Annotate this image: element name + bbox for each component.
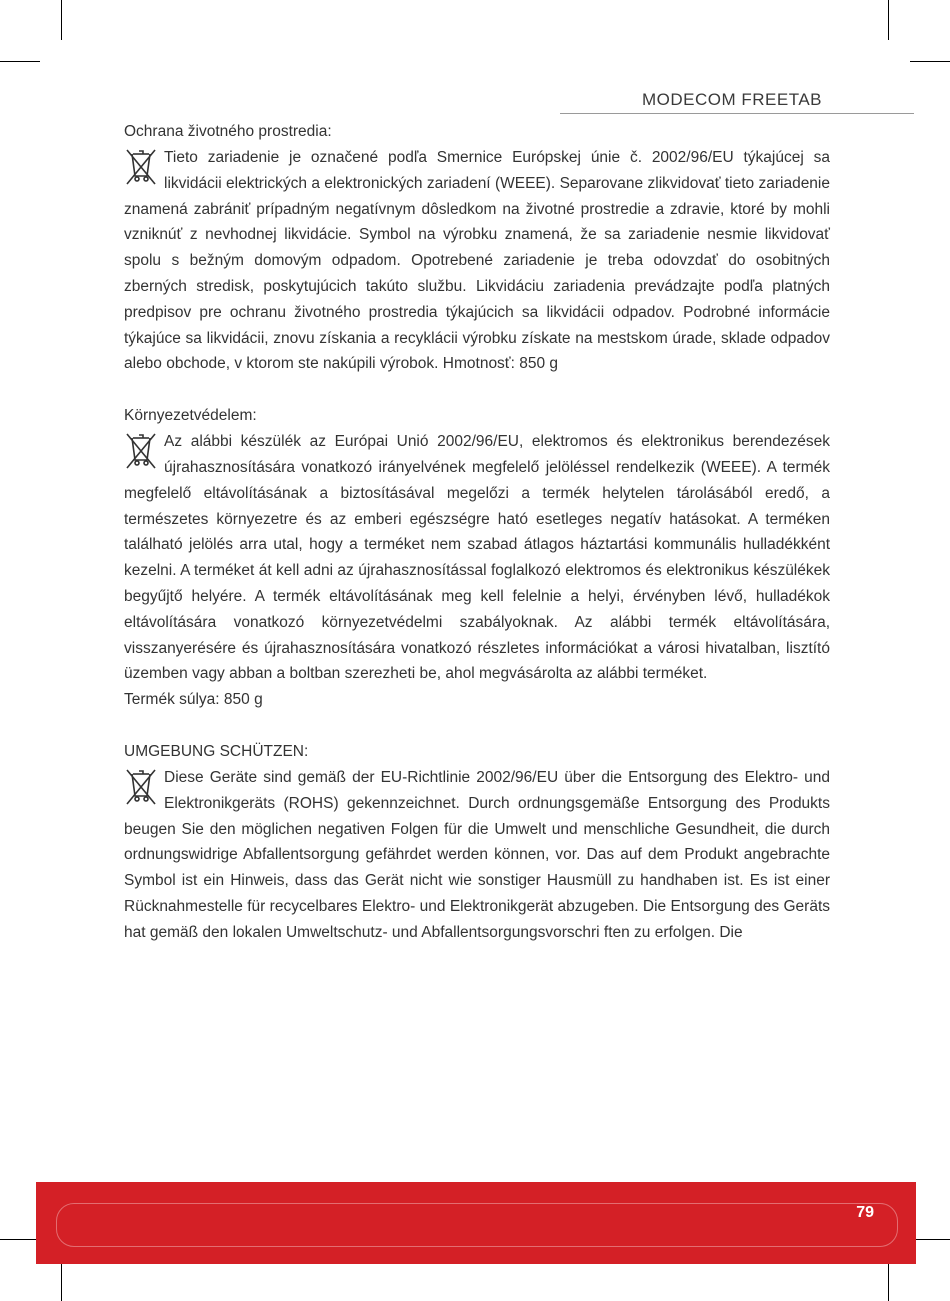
section-body-text: Tieto zariadenie je označené podľa Smernice Európskej únie č. 2002/96/EU týkajúcej sa likvidácii elektrických a elektronických zariadení (WEEE). Separovane zlikvidovať tieto zariadenie znamená zabrániť prípadným negatívnym dôsledkom na životné prostredie a zdravie, ktoré by mohli vzniknúť z nevhodnej likvidácie. Symbol na výrobku znamená, že sa zariadenie nesmie likvidovať spolu s bežným domovým odpadom. Opotrebené zariadenie je treba odovzdať do osobitných zberných stredisk, poskytujúcich takúto službu. Likvidáciu zariadenia prevádzajte podľa platných predpisov pre ochranu životného prostredia týkajúcich sa likvidácii odpadov. Podrobné informácie týkajúce sa likvidácii, znovu získania a recyklácii výrobku získate na mestskom úrade, sklade odpadov alebo obchode, v ktorom ste nakúpili výrobok. Hmotnosť: 850 g — [124, 149, 830, 373]
footer-inner-frame — [56, 1203, 898, 1247]
section-paragraph — [124, 765, 830, 946]
crop-mark-top-left — [61, 0, 62, 40]
crop-mark-top-right-h — [910, 61, 950, 62]
weee-crossed-bin-icon — [124, 432, 158, 474]
weee-crossed-bin-icon — [124, 148, 158, 190]
product-weight: Termék súlya: 850 g — [124, 691, 263, 709]
section-german — [124, 739, 830, 946]
crop-mark-bottom-right — [888, 1262, 889, 1301]
section-paragraph — [124, 145, 830, 377]
crop-mark-top-right — [888, 0, 889, 40]
crop-mark-bottom-right-h — [910, 1239, 950, 1240]
section-body-text: Az alábbi készülék az Európai Unió 2002/96/EU, elektromos és elektronikus berendezések újrahasznosítására vonatkozó irányelvének megfelelő jelöléssel rendelkezik (WEEE). A termék megfelelő eltávolításának a biztosításával megelőzi a termék helytelen tárolásából eredő, a természetes környezetre és az emberi egészségre ható esetleges negatív hatásokat. A terméken található jelölés arra utal, hogy a terméket nem szabad átlagos háztartási kommunális hulladékként kezelni. A terméket át kell adni az újrahasznosítással foglalkozó elektromos és elektronikus készülékek begyűjtő helyére. A termék eltávolításának meg kell felelnie a helyi, érvényben lévő, hulladékok eltávolítására vonatkozó környezetvédelmi szabályoknak. Az alábbi termék eltávolítására, visszanyerésére és újrahasznosítására vonatkozó részletes információkat a városi hivatalban, lisztító üzemben vagy abban a boltban szerezheti be, ahol megvásárolta az alábbi terméket. — [124, 433, 830, 683]
section-heading: Környezetvédelem: — [124, 407, 257, 425]
section-heading: Ochrana životného prostredia: — [124, 123, 332, 140]
header-rule — [560, 113, 914, 114]
page-number: 79 — [856, 1204, 874, 1221]
section-body-text: Diese Geräte sind gemäß der EU-Richtlinie 2002/96/EU über die Entsorgung des Elektro- und Elektronikgeräts (ROHS) gekennzeichnet. Durch ordnungsgemäße Entsorgung des Produkts beugen Sie den möglichen negativen Folgen für die Umwelt und menschliche Gesundheit, die durch ordnungswidrige Abfallentsorgung gefährdet werden können, vor. Das auf dem Produkt angebrachte Symbol ist ein Hinweis, dass das Gerät nicht wie sonstiger Hausmüll zu handhaben ist. Es ist einer Rücknahmestelle für recycelbares Elektro- und Elektronikgerät abzugeben. Die Entsorgung des Geräts hat gemäß den lokalen Umweltschutz- und Abfallentsorgungsvorschri ften zu erfolgen. Die — [124, 768, 830, 941]
section-hungarian — [124, 403, 830, 713]
crop-mark-top-left-h — [0, 61, 40, 62]
section-slovak — [124, 119, 830, 377]
header-title: MODECOM FREETAB — [641, 90, 822, 109]
weee-crossed-bin-icon — [124, 768, 158, 810]
section-heading: UMGEBUNG SCHÜTZEN: — [124, 742, 309, 760]
crop-mark-bottom-left — [61, 1262, 62, 1301]
page-content — [124, 119, 830, 972]
section-paragraph — [124, 429, 830, 687]
crop-mark-bottom-left-h — [0, 1239, 40, 1240]
